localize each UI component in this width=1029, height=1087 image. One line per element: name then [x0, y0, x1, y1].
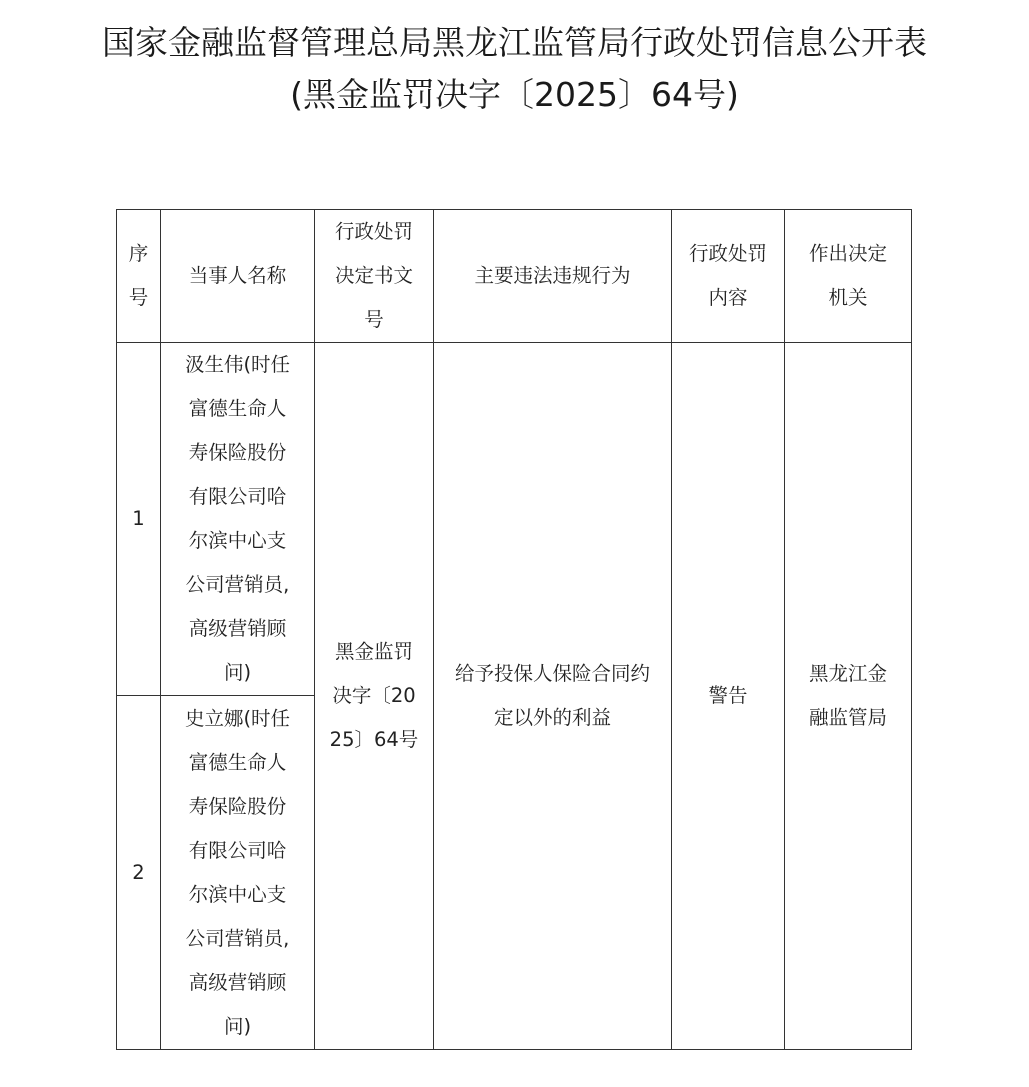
row2-party: 史立娜(时任富德生命人寿保险股份有限公司哈尔滨中心支公司营销员,高级营销顾问) — [184, 706, 291, 1038]
header-doc-no-cell — [315, 210, 434, 343]
header-party-cell — [161, 210, 315, 343]
header-violation-cell — [434, 210, 672, 343]
row2-seq-cell — [117, 696, 161, 1050]
decision-doc-number: 黑金监罚决字〔2025〕64号 — [329, 640, 419, 751]
deciding-authority: 黑龙江金融监管局 — [808, 662, 887, 729]
penalty-cell — [672, 343, 785, 1050]
table-header-row — [117, 210, 912, 343]
header-seq-cell — [117, 210, 161, 343]
page-title: 国家金融监督管理总局黑龙江监管局行政处罚信息公开表 — [102, 23, 927, 62]
penalty-content: 警告 — [708, 684, 748, 707]
row1-party: 汲生伟(时任富德生命人寿保险股份有限公司哈尔滨中心支公司营销员,高级营销顾问) — [184, 353, 291, 684]
header-penalty: 行政处罚内容 — [688, 242, 767, 309]
violation-cell — [434, 343, 672, 1050]
row2-seq: 2 — [132, 860, 145, 884]
row1-party-cell — [161, 343, 315, 696]
row1-seq: 1 — [132, 507, 145, 530]
header-seq: 序号 — [128, 242, 149, 309]
header-violation: 主要违法违规行为 — [474, 264, 631, 287]
doc-no-cell — [315, 343, 434, 1050]
row2-party-cell — [161, 696, 315, 1050]
page-subtitle-doc-number: (黑金监罚决字〔2025〕64号) — [290, 75, 739, 114]
row1-seq-cell — [117, 343, 161, 696]
header-penalty-cell — [672, 210, 785, 343]
header-authority: 作出决定机关 — [808, 242, 887, 309]
authority-cell — [785, 343, 912, 1050]
violation-description: 给予投保人保险合同约定以外的利益 — [454, 662, 650, 729]
penalty-info-table — [116, 209, 912, 1050]
header-doc-no: 行政处罚决定书文号 — [334, 220, 413, 331]
header-authority-cell — [785, 210, 912, 343]
header-party: 当事人名称 — [188, 264, 287, 287]
table-row — [117, 343, 912, 696]
